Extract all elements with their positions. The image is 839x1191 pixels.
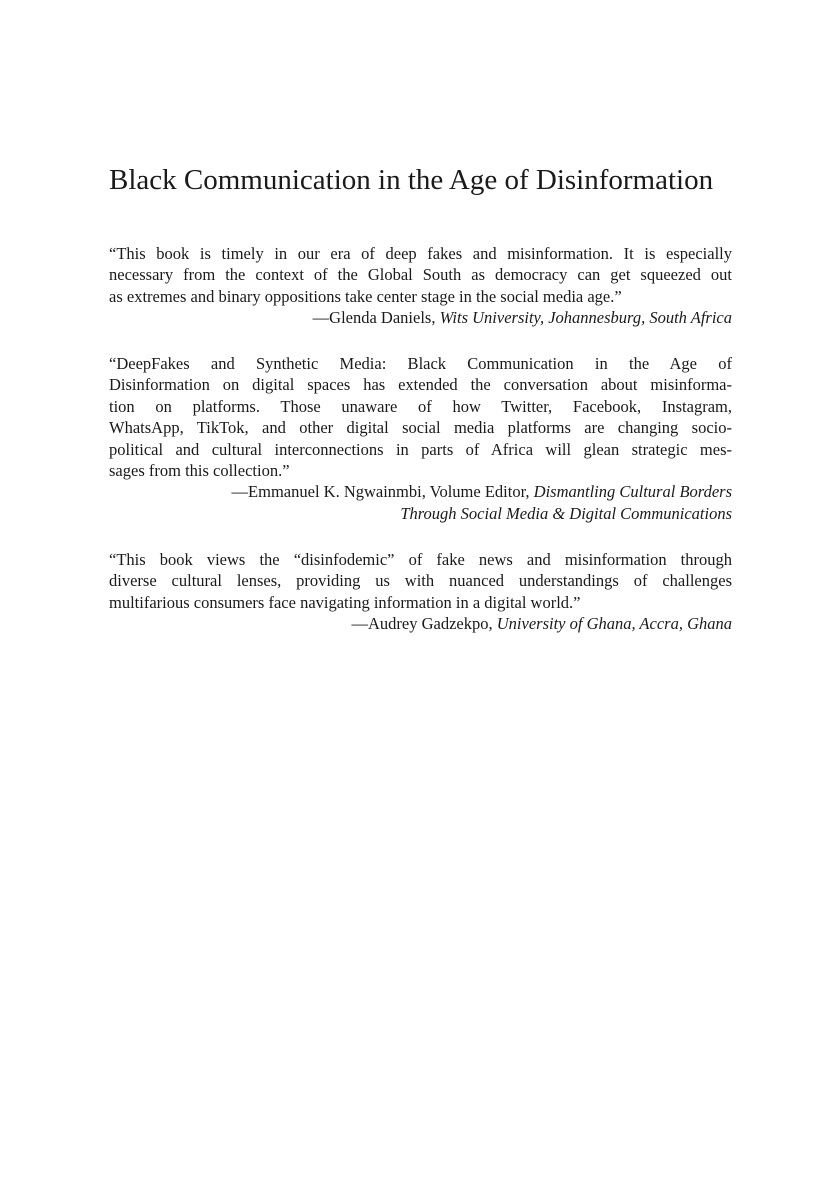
quote-line: political and cultural interconnections in parts of Africa will glean strategic mes- (109, 439, 732, 459)
endorser-name: —Glenda Daniels, (312, 308, 440, 328)
endorser-affiliation: Through Social Media & Digital Communications (400, 503, 732, 523)
quote-line: necessary from the context of the Global South as democracy can get squeezed out (109, 265, 732, 285)
endorsement-quote (109, 243, 732, 307)
endorsement-quote (109, 353, 732, 481)
endorsement-3 (109, 549, 732, 635)
endorser-name: —Audrey Gadzekpo, (351, 614, 497, 634)
endorsement-attribution (109, 481, 732, 524)
endorsement-2 (109, 353, 732, 524)
page (109, 0, 732, 1191)
endorser-affiliation: Wits University, Johannesburg, South Africa (439, 308, 732, 328)
page-title: Black Communication in the Age of Disinformation (109, 164, 714, 196)
endorser-name: —Emmanuel K. Ngwainmbi, Volume Editor, (231, 482, 534, 502)
quote-line: WhatsApp, TikTok, and other digital social media platforms are changing socio- (109, 418, 732, 438)
endorser-affiliation: University of Ghana, Accra, Ghana (496, 614, 732, 634)
quote-line: “DeepFakes and Synthetic Media: Black Communication in the Age of (109, 354, 732, 373)
endorsement-1 (109, 243, 732, 329)
endorsement-attribution (109, 307, 732, 328)
endorser-affiliation: Dismantling Cultural Borders (533, 482, 732, 502)
endorsement-quote (109, 549, 732, 613)
quote-line: “This book is timely in our era of deep fakes and misinformation. It is especially (109, 244, 732, 263)
quote-line: as extremes and binary oppositions take center stage in the social media age.” (109, 286, 622, 306)
quote-line: diverse cultural lenses, providing us with nuanced understandings of challenges (109, 571, 732, 591)
quote-line: “This book views the “disinfodemic” of fake news and misinformation through (109, 550, 732, 569)
quote-line: tion on platforms. Those unaware of how Twitter, Facebook, Instagram, (109, 396, 732, 416)
quote-line: Disinformation on digital spaces has extended the conversation about misinforma- (109, 375, 732, 395)
quote-line: sages from this collection.” (109, 461, 290, 481)
endorsement-attribution (109, 613, 732, 634)
quote-line: multifarious consumers face navigating information in a digital world.” (109, 592, 581, 612)
